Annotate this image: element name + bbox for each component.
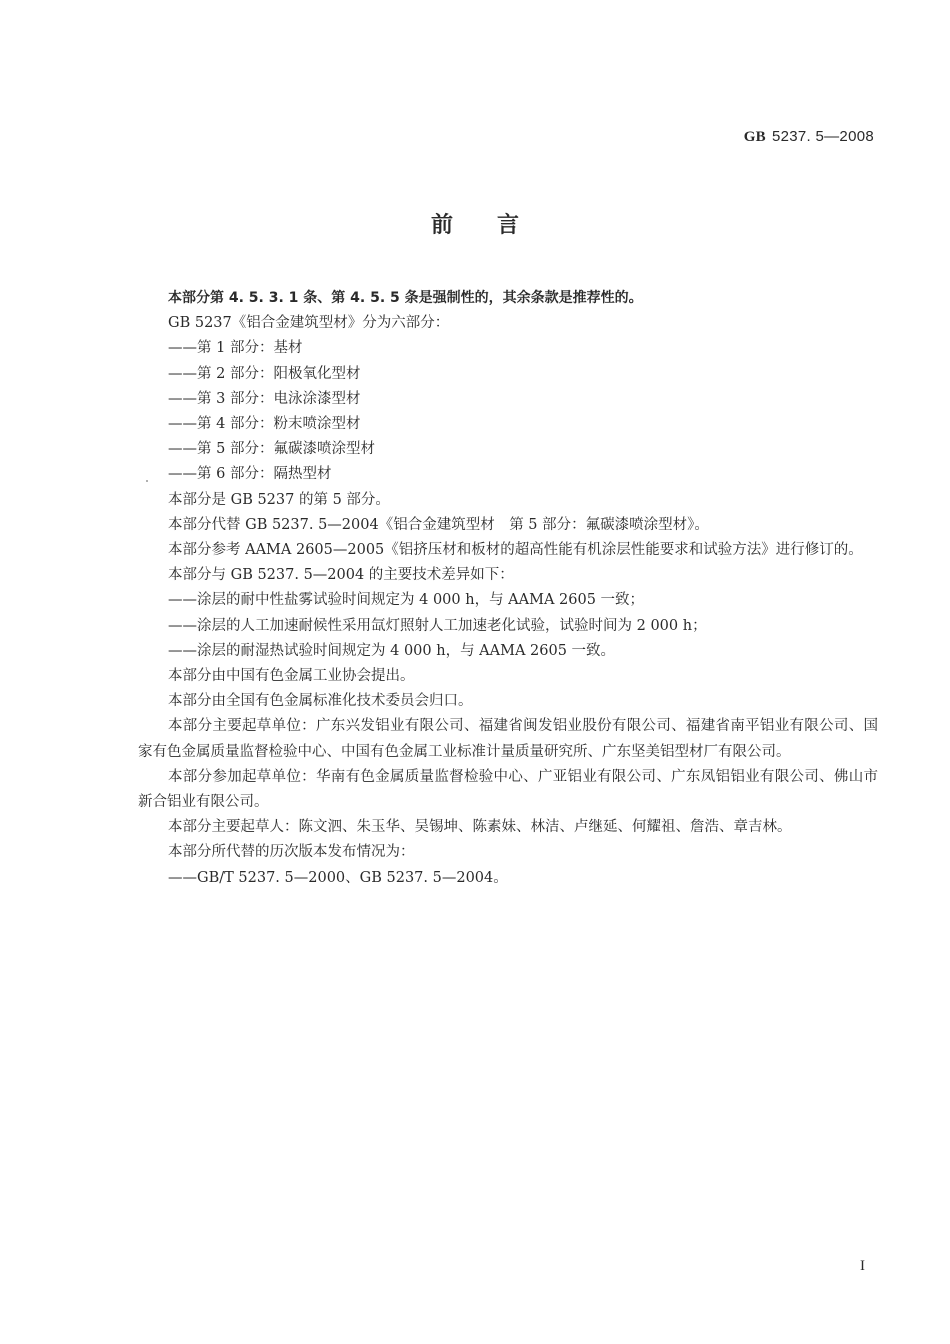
reference-statement: 本部分参考 AAMA 2605—2005《铝挤压材和板材的超高性能有机涂层性能要求和试验方法》进行修订的。	[168, 542, 863, 559]
version-history-intro: 本部分所代替的历次版本发布情况为：	[168, 844, 415, 861]
main-drafters-people: 本部分主要起草人：陈文泗、朱玉华、吴锡坤、陈素妹、林洁、卢继延、何耀祖、詹浩、章吉林。	[168, 819, 792, 836]
main-drafters-units: 本部分主要起草单位：广东兴发铝业有限公司、福建省闽发铝业股份有限公司、福建省南平铝业有限公司、国家有色金属质量监督检验中心、中国有色金属工业标准计量质量研究所、广东坚美铝型材厂有限公司。	[138, 718, 878, 760]
replaces-statement: 本部分代替 GB 5237. 5—2004《铝合金建筑型材 第 5 部分：氟碳漆喷涂型材》。	[168, 516, 709, 533]
mandatory-clause-statement: 本部分第 4. 5. 3. 1 条、第 4. 5. 5 条是强制性的，其余条款是推荐性的。	[168, 290, 643, 306]
differences-intro: 本部分与 GB 5237. 5—2004 的主要技术差异如下：	[168, 567, 514, 584]
part-list-item: ——第 3 部分：电泳涂漆型材	[168, 390, 361, 407]
standard-prefix: GB	[743, 129, 766, 145]
standard-code: 5237. 5—2008	[771, 128, 874, 145]
proposer-statement: 本部分由中国有色金属工业协会提出。	[168, 668, 415, 685]
page-title: 前言	[430, 213, 563, 238]
part-list-item: ——第 6 部分：隔热型材	[168, 466, 332, 483]
part-statement: 本部分是 GB 5237 的第 5 部分。	[168, 491, 390, 508]
part-list-item: ——第 5 部分：氟碳漆喷涂型材	[168, 441, 375, 458]
version-history-item: ——GB/T 5237. 5—2000、GB 5237. 5—2004。	[168, 869, 508, 886]
committee-statement: 本部分由全国有色金属标准化技术委员会归口。	[168, 693, 473, 710]
difference-item: ——涂层的耐中性盐雾试验时间规定为 4 000 h，与 AAMA 2605 一致；	[168, 592, 645, 609]
scan-speck	[146, 480, 148, 482]
difference-item: ——涂层的耐湿热试验时间规定为 4 000 h，与 AAMA 2605 一致。	[168, 642, 616, 659]
part-list-item: ——第 2 部分：阳极氧化型材	[168, 365, 361, 382]
difference-item: ——涂层的人工加速耐候性采用氙灯照射人工加速老化试验，试验时间为 2 000 h；	[168, 617, 707, 634]
part-list-item: ——第 4 部分：粉末喷涂型材	[168, 416, 361, 433]
standard-number-header	[744, 128, 874, 146]
parts-intro: GB 5237《铝合金建筑型材》分为六部分：	[168, 315, 450, 332]
page-number: I	[860, 1258, 865, 1274]
foreword-body	[138, 286, 878, 891]
part-list-item: ——第 1 部分：基材	[168, 340, 303, 357]
participating-drafters-units: 本部分参加起草单位：华南有色金属质量监督检验中心、广亚铝业有限公司、广东凤铝铝业有限公司、佛山市新合铝业有限公司。	[138, 768, 878, 811]
